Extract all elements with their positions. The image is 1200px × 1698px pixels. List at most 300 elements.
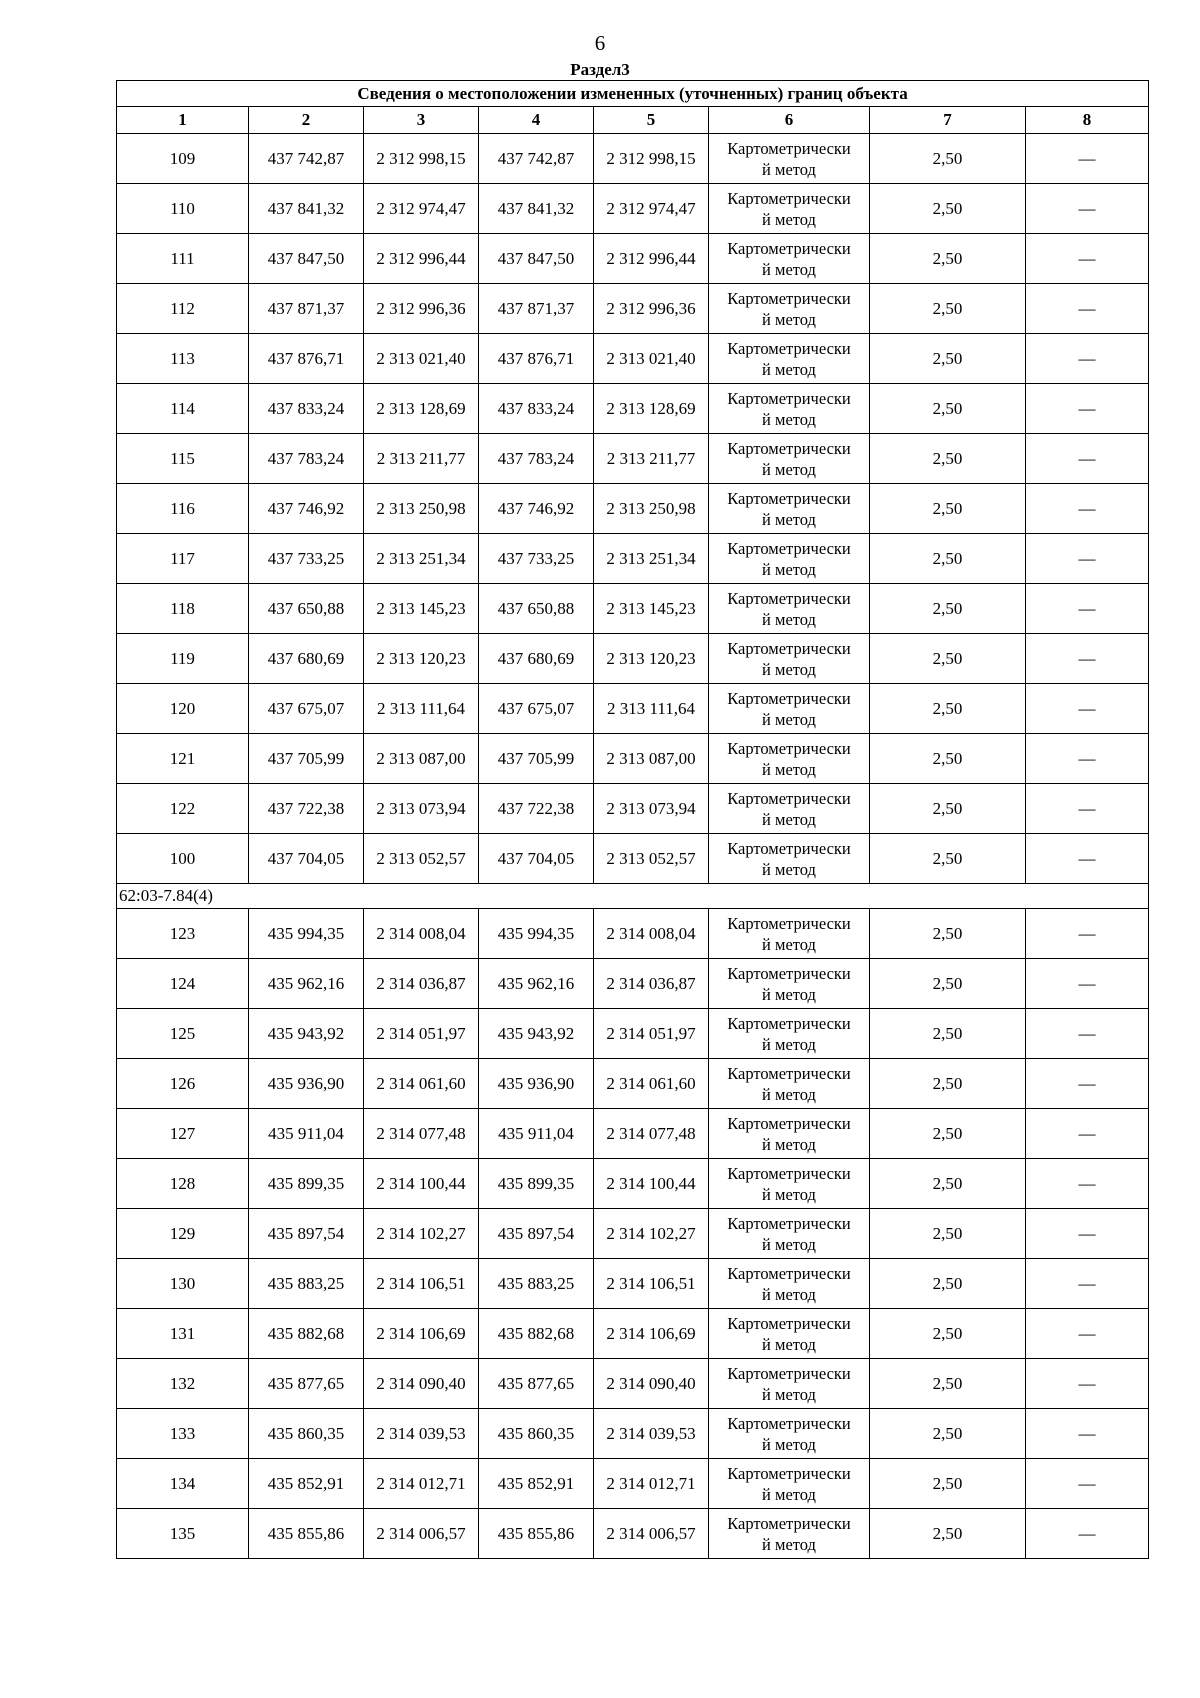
method-text-line: й метод [762, 459, 816, 479]
method-text-line: й метод [762, 709, 816, 729]
existing-y-cell: 2 313 251,34 [364, 534, 479, 584]
point-number-cell: 117 [117, 534, 249, 584]
method-text-line: Картометрически [727, 688, 851, 708]
existing-y-cell: 2 314 008,04 [364, 909, 479, 959]
table-row [117, 384, 1149, 434]
new-y-cell: 2 314 051,97 [594, 1009, 709, 1059]
method-text-line: Картометрически [727, 913, 851, 933]
new-x-cell: 437 705,99 [479, 734, 594, 784]
method-text-line: й метод [762, 934, 816, 954]
method-cell [709, 1009, 870, 1059]
method-text-line: й метод [762, 984, 816, 1004]
method-cell [709, 1259, 870, 1309]
table-row [117, 434, 1149, 484]
method-text-line: Картометрически [727, 1063, 851, 1083]
existing-x-cell: 437 876,71 [249, 334, 364, 384]
table-row [117, 1509, 1149, 1559]
method-text-line: Картометрически [727, 338, 851, 358]
existing-x-cell: 435 877,65 [249, 1359, 364, 1409]
existing-y-cell: 2 313 145,23 [364, 584, 479, 634]
existing-x-cell: 435 936,90 [249, 1059, 364, 1109]
new-x-cell: 435 877,65 [479, 1359, 594, 1409]
point-number-cell: 116 [117, 484, 249, 534]
description-cell: — [1026, 1059, 1149, 1109]
existing-y-cell: 2 314 100,44 [364, 1159, 479, 1209]
description-cell: — [1026, 484, 1149, 534]
existing-y-cell: 2 312 996,44 [364, 234, 479, 284]
description-cell: — [1026, 1009, 1149, 1059]
method-text-line: Картометрически [727, 288, 851, 308]
method-cell [709, 534, 870, 584]
new-x-cell: 437 675,07 [479, 684, 594, 734]
existing-y-cell: 2 314 006,57 [364, 1509, 479, 1559]
method-text-line: й метод [762, 1034, 816, 1054]
existing-y-cell: 2 312 998,15 [364, 134, 479, 184]
column-header: 5 [594, 107, 709, 134]
new-y-cell: 2 314 077,48 [594, 1109, 709, 1159]
accuracy-cell: 2,50 [870, 1209, 1026, 1259]
existing-x-cell: 435 860,35 [249, 1409, 364, 1459]
point-number-cell: 114 [117, 384, 249, 434]
method-cell [709, 134, 870, 184]
accuracy-cell: 2,50 [870, 1109, 1026, 1159]
description-cell: — [1026, 1209, 1149, 1259]
group-label-row [117, 884, 1149, 909]
existing-x-cell: 437 705,99 [249, 734, 364, 784]
point-number-cell: 113 [117, 334, 249, 384]
accuracy-cell: 2,50 [870, 1509, 1026, 1559]
existing-y-cell: 2 314 077,48 [364, 1109, 479, 1159]
existing-y-cell: 2 314 106,51 [364, 1259, 479, 1309]
column-header: 3 [364, 107, 479, 134]
accuracy-cell: 2,50 [870, 909, 1026, 959]
method-text-line: Картометрически [727, 1363, 851, 1383]
method-text-line: Картометрически [727, 1263, 851, 1283]
table-row [117, 534, 1149, 584]
existing-y-cell: 2 314 106,69 [364, 1309, 479, 1359]
method-cell [709, 334, 870, 384]
new-y-cell: 2 314 039,53 [594, 1409, 709, 1459]
accuracy-cell: 2,50 [870, 734, 1026, 784]
new-x-cell: 437 746,92 [479, 484, 594, 534]
accuracy-cell: 2,50 [870, 384, 1026, 434]
new-y-cell: 2 313 111,64 [594, 684, 709, 734]
description-cell: — [1026, 1309, 1149, 1359]
new-y-cell: 2 313 128,69 [594, 384, 709, 434]
point-number-cell: 121 [117, 734, 249, 784]
method-text-line: Картометрически [727, 963, 851, 983]
column-header: 1 [117, 107, 249, 134]
existing-y-cell: 2 314 102,27 [364, 1209, 479, 1259]
existing-y-cell: 2 314 012,71 [364, 1459, 479, 1509]
existing-x-cell: 435 943,92 [249, 1009, 364, 1059]
new-y-cell: 2 312 996,36 [594, 284, 709, 334]
method-cell [709, 184, 870, 234]
method-cell [709, 234, 870, 284]
method-text-line: Картометрически [727, 388, 851, 408]
table-row [117, 1009, 1149, 1059]
method-text-line: Картометрически [727, 1413, 851, 1433]
column-header: 2 [249, 107, 364, 134]
accuracy-cell: 2,50 [870, 1059, 1026, 1109]
existing-y-cell: 2 314 039,53 [364, 1409, 479, 1459]
new-x-cell: 437 871,37 [479, 284, 594, 334]
method-text-line: Картометрически [727, 1463, 851, 1483]
method-text-line: й метод [762, 759, 816, 779]
new-y-cell: 2 314 102,27 [594, 1209, 709, 1259]
existing-y-cell: 2 313 128,69 [364, 384, 479, 434]
method-text-line: Картометрически [727, 188, 851, 208]
method-cell [709, 584, 870, 634]
new-y-cell: 2 314 012,71 [594, 1459, 709, 1509]
existing-x-cell: 435 994,35 [249, 909, 364, 959]
method-text-line: й метод [762, 359, 816, 379]
existing-y-cell: 2 313 021,40 [364, 334, 479, 384]
boundary-coordinates-table [116, 80, 1149, 1559]
point-number-cell: 126 [117, 1059, 249, 1109]
new-y-cell: 2 312 996,44 [594, 234, 709, 284]
method-cell [709, 1509, 870, 1559]
point-number-cell: 133 [117, 1409, 249, 1459]
new-y-cell: 2 314 100,44 [594, 1159, 709, 1209]
point-number-cell: 123 [117, 909, 249, 959]
method-text-line: й метод [762, 1434, 816, 1454]
existing-y-cell: 2 313 052,57 [364, 834, 479, 884]
method-cell [709, 1359, 870, 1409]
method-text-line: Картометрически [727, 1013, 851, 1033]
method-text-line: й метод [762, 609, 816, 629]
column-header-row [117, 107, 1149, 134]
point-number-cell: 134 [117, 1459, 249, 1509]
existing-x-cell: 437 733,25 [249, 534, 364, 584]
method-text-line: й метод [762, 309, 816, 329]
new-x-cell: 437 680,69 [479, 634, 594, 684]
table-row [117, 959, 1149, 1009]
point-number-cell: 109 [117, 134, 249, 184]
existing-x-cell: 437 871,37 [249, 284, 364, 334]
description-cell: — [1026, 959, 1149, 1009]
description-cell: — [1026, 1459, 1149, 1509]
new-x-cell: 437 876,71 [479, 334, 594, 384]
method-text-line: й метод [762, 1334, 816, 1354]
method-cell [709, 484, 870, 534]
new-y-cell: 2 314 090,40 [594, 1359, 709, 1409]
column-header: 8 [1026, 107, 1149, 134]
method-cell [709, 834, 870, 884]
method-cell [709, 909, 870, 959]
point-number-cell: 124 [117, 959, 249, 1009]
new-y-cell: 2 314 106,51 [594, 1259, 709, 1309]
method-cell [709, 1059, 870, 1109]
table-row [117, 1259, 1149, 1309]
point-number-cell: 111 [117, 234, 249, 284]
existing-y-cell: 2 313 250,98 [364, 484, 479, 534]
new-y-cell: 2 313 021,40 [594, 334, 709, 384]
existing-y-cell: 2 314 051,97 [364, 1009, 479, 1059]
table-row [117, 584, 1149, 634]
existing-x-cell: 437 722,38 [249, 784, 364, 834]
table-row [117, 1409, 1149, 1459]
description-cell: — [1026, 184, 1149, 234]
description-cell: — [1026, 1509, 1149, 1559]
method-cell [709, 684, 870, 734]
method-text-line: й метод [762, 1284, 816, 1304]
accuracy-cell: 2,50 [870, 584, 1026, 634]
point-number-cell: 129 [117, 1209, 249, 1259]
description-cell: — [1026, 1359, 1149, 1409]
table-row [117, 1359, 1149, 1409]
table-row [117, 734, 1149, 784]
existing-x-cell: 437 704,05 [249, 834, 364, 884]
accuracy-cell: 2,50 [870, 959, 1026, 1009]
new-x-cell: 435 943,92 [479, 1009, 594, 1059]
existing-y-cell: 2 314 036,87 [364, 959, 479, 1009]
table-row [117, 134, 1149, 184]
description-cell: — [1026, 284, 1149, 334]
accuracy-cell: 2,50 [870, 684, 1026, 734]
point-number-cell: 128 [117, 1159, 249, 1209]
method-cell [709, 734, 870, 784]
description-cell: — [1026, 1109, 1149, 1159]
column-header: 7 [870, 107, 1026, 134]
method-text-line: й метод [762, 209, 816, 229]
method-cell [709, 959, 870, 1009]
existing-x-cell: 437 783,24 [249, 434, 364, 484]
method-text-line: й метод [762, 1134, 816, 1154]
existing-y-cell: 2 314 061,60 [364, 1059, 479, 1109]
new-y-cell: 2 313 052,57 [594, 834, 709, 884]
new-y-cell: 2 314 036,87 [594, 959, 709, 1009]
description-cell: — [1026, 434, 1149, 484]
new-x-cell: 437 783,24 [479, 434, 594, 484]
description-cell: — [1026, 384, 1149, 434]
method-cell [709, 384, 870, 434]
table-row [117, 1209, 1149, 1259]
accuracy-cell: 2,50 [870, 484, 1026, 534]
point-number-cell: 100 [117, 834, 249, 884]
method-text-line: Картометрически [727, 538, 851, 558]
method-text-line: Картометрически [727, 1163, 851, 1183]
description-cell: — [1026, 1159, 1149, 1209]
table-row [117, 909, 1149, 959]
point-number-cell: 132 [117, 1359, 249, 1409]
column-header: 6 [709, 107, 870, 134]
accuracy-cell: 2,50 [870, 1309, 1026, 1359]
description-cell: — [1026, 334, 1149, 384]
accuracy-cell: 2,50 [870, 1159, 1026, 1209]
description-cell: — [1026, 684, 1149, 734]
accuracy-cell: 2,50 [870, 1359, 1026, 1409]
existing-x-cell: 437 650,88 [249, 584, 364, 634]
new-y-cell: 2 314 106,69 [594, 1309, 709, 1359]
accuracy-cell: 2,50 [870, 234, 1026, 284]
method-text-line: Картометрически [727, 1213, 851, 1233]
method-text-line: Картометрически [727, 138, 851, 158]
accuracy-cell: 2,50 [870, 1409, 1026, 1459]
existing-x-cell: 437 680,69 [249, 634, 364, 684]
accuracy-cell: 2,50 [870, 634, 1026, 684]
new-y-cell: 2 312 998,15 [594, 134, 709, 184]
existing-y-cell: 2 314 090,40 [364, 1359, 479, 1409]
point-number-cell: 125 [117, 1009, 249, 1059]
method-cell [709, 1109, 870, 1159]
accuracy-cell: 2,50 [870, 284, 1026, 334]
new-x-cell: 437 650,88 [479, 584, 594, 634]
existing-x-cell: 437 847,50 [249, 234, 364, 284]
existing-x-cell: 435 899,35 [249, 1159, 364, 1209]
accuracy-cell: 2,50 [870, 784, 1026, 834]
table-row [117, 1059, 1149, 1109]
description-cell: — [1026, 534, 1149, 584]
existing-y-cell: 2 313 120,23 [364, 634, 479, 684]
existing-y-cell: 2 312 996,36 [364, 284, 479, 334]
table-row [117, 184, 1149, 234]
new-x-cell: 435 994,35 [479, 909, 594, 959]
table-row [117, 784, 1149, 834]
method-text-line: й метод [762, 1384, 816, 1404]
method-cell [709, 1209, 870, 1259]
new-x-cell: 435 860,35 [479, 1409, 594, 1459]
table-row [117, 1309, 1149, 1359]
table-row [117, 484, 1149, 534]
existing-x-cell: 435 883,25 [249, 1259, 364, 1309]
method-text-line: й метод [762, 159, 816, 179]
existing-x-cell: 437 742,87 [249, 134, 364, 184]
new-y-cell: 2 313 251,34 [594, 534, 709, 584]
method-cell [709, 1409, 870, 1459]
table-row [117, 634, 1149, 684]
method-text-line: й метод [762, 259, 816, 279]
method-cell [709, 1159, 870, 1209]
method-text-line: Картометрически [727, 788, 851, 808]
accuracy-cell: 2,50 [870, 1259, 1026, 1309]
accuracy-cell: 2,50 [870, 134, 1026, 184]
point-number-cell: 115 [117, 434, 249, 484]
method-cell [709, 784, 870, 834]
point-number-cell: 119 [117, 634, 249, 684]
new-x-cell: 435 883,25 [479, 1259, 594, 1309]
method-text-line: Картометрически [727, 438, 851, 458]
existing-x-cell: 435 962,16 [249, 959, 364, 1009]
table-row [117, 684, 1149, 734]
method-text-line: Картометрически [727, 1113, 851, 1133]
table-row [117, 1459, 1149, 1509]
method-cell [709, 284, 870, 334]
new-y-cell: 2 312 974,47 [594, 184, 709, 234]
new-x-cell: 437 733,25 [479, 534, 594, 584]
new-y-cell: 2 313 087,00 [594, 734, 709, 784]
method-text-line: й метод [762, 509, 816, 529]
method-text-line: й метод [762, 1184, 816, 1204]
method-cell [709, 1309, 870, 1359]
section-title: Раздел3 [570, 60, 630, 79]
new-x-cell: 437 841,32 [479, 184, 594, 234]
existing-y-cell: 2 313 073,94 [364, 784, 479, 834]
new-y-cell: 2 314 008,04 [594, 909, 709, 959]
new-x-cell: 435 899,35 [479, 1159, 594, 1209]
new-x-cell: 435 855,86 [479, 1509, 594, 1559]
existing-x-cell: 437 746,92 [249, 484, 364, 534]
method-text-line: й метод [762, 859, 816, 879]
description-cell: — [1026, 584, 1149, 634]
method-text-line: Картометрически [727, 1313, 851, 1333]
existing-y-cell: 2 313 087,00 [364, 734, 479, 784]
existing-y-cell: 2 313 211,77 [364, 434, 479, 484]
new-x-cell: 435 962,16 [479, 959, 594, 1009]
method-cell [709, 434, 870, 484]
accuracy-cell: 2,50 [870, 334, 1026, 384]
accuracy-cell: 2,50 [870, 184, 1026, 234]
table-row [117, 834, 1149, 884]
new-x-cell: 437 722,38 [479, 784, 594, 834]
new-x-cell: 437 847,50 [479, 234, 594, 284]
existing-x-cell: 437 833,24 [249, 384, 364, 434]
new-x-cell: 437 833,24 [479, 384, 594, 434]
accuracy-cell: 2,50 [870, 434, 1026, 484]
new-y-cell: 2 313 145,23 [594, 584, 709, 634]
accuracy-cell: 2,50 [870, 1009, 1026, 1059]
method-text-line: й метод [762, 409, 816, 429]
point-number-cell: 130 [117, 1259, 249, 1309]
method-text-line: Картометрически [727, 1513, 851, 1533]
table-row [117, 334, 1149, 384]
new-x-cell: 437 742,87 [479, 134, 594, 184]
new-x-cell: 435 882,68 [479, 1309, 594, 1359]
method-text-line: Картометрически [727, 638, 851, 658]
method-text-line: Картометрически [727, 738, 851, 758]
description-cell: — [1026, 734, 1149, 784]
existing-x-cell: 437 675,07 [249, 684, 364, 734]
method-cell [709, 634, 870, 684]
method-text-line: й метод [762, 1234, 816, 1254]
method-text-line: й метод [762, 809, 816, 829]
new-y-cell: 2 313 211,77 [594, 434, 709, 484]
point-number-cell: 135 [117, 1509, 249, 1559]
new-y-cell: 2 313 250,98 [594, 484, 709, 534]
existing-x-cell: 435 911,04 [249, 1109, 364, 1159]
point-number-cell: 122 [117, 784, 249, 834]
description-cell: — [1026, 1409, 1149, 1459]
point-number-cell: 120 [117, 684, 249, 734]
existing-x-cell: 437 841,32 [249, 184, 364, 234]
method-text-line: й метод [762, 1084, 816, 1104]
new-x-cell: 435 936,90 [479, 1059, 594, 1109]
accuracy-cell: 2,50 [870, 1459, 1026, 1509]
table-body [117, 134, 1149, 1559]
page-number: 6 [594, 31, 606, 55]
new-y-cell: 2 314 061,60 [594, 1059, 709, 1109]
point-number-cell: 131 [117, 1309, 249, 1359]
existing-x-cell: 435 897,54 [249, 1209, 364, 1259]
point-number-cell: 110 [117, 184, 249, 234]
table-row [117, 1159, 1149, 1209]
point-number-cell: 118 [117, 584, 249, 634]
method-text-line: Картометрически [727, 488, 851, 508]
method-text-line: й метод [762, 659, 816, 679]
table-row [117, 234, 1149, 284]
new-x-cell: 435 852,91 [479, 1459, 594, 1509]
new-y-cell: 2 313 120,23 [594, 634, 709, 684]
description-cell: — [1026, 909, 1149, 959]
existing-x-cell: 435 882,68 [249, 1309, 364, 1359]
description-cell: — [1026, 234, 1149, 284]
description-cell: — [1026, 634, 1149, 684]
table-row [117, 284, 1149, 334]
new-x-cell: 435 897,54 [479, 1209, 594, 1259]
description-cell: — [1026, 784, 1149, 834]
existing-y-cell: 2 313 111,64 [364, 684, 479, 734]
description-cell: — [1026, 134, 1149, 184]
